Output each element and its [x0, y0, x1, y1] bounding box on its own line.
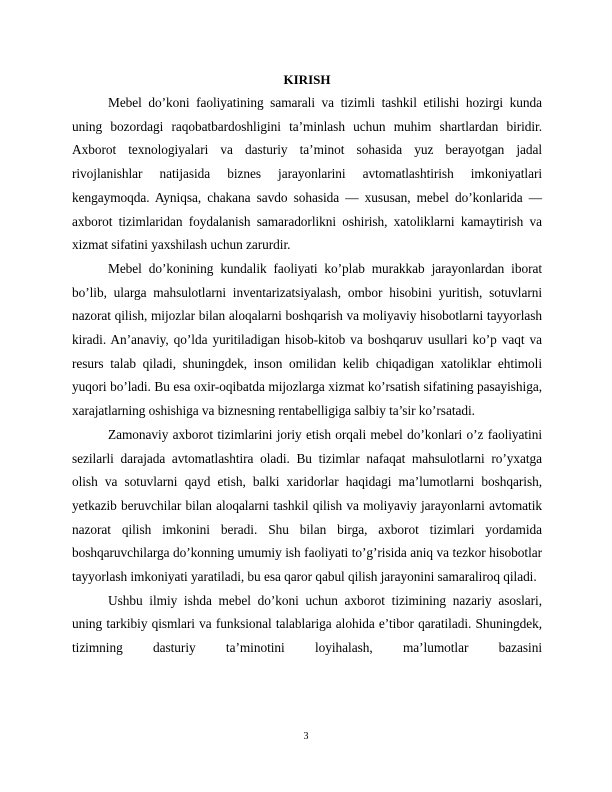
- paragraph-3: Zamonaviy axborot tizimlarini joriy etish orqali mebel do’konlari o’z faoliyatini sezilarli darajada avtomatlashtira oladi. Bu tizimlar nafaqat mahsulotlarni ro’yxatga olish va sotuvlarni qayd etish, balki xaridorlar haqidagi ma’lumotlarni boshqarish, yetkazib beruvchilar bilan aloqalarni tashkil qilish va moliyaviy jarayonlarni avtomatik nazorat qilish imkonini beradi. Shu bilan birga, axborot tizimlari yordamida boshqaruvchilarga do’konning umumiy ish faoliyati to’g’risida aniq va tezkor hisobotlar tayyorlash imkoniyati yaratiladi, bu esa qaror qabul qilish jarayonini samaraliroq qiladi.: [72, 426, 542, 585]
- paragraph-2: Mebel do’konining kundalik faoliyati ko’plab murakkab jarayonlardan iborat bo’lib, ularga mahsulotlarni inventarizatsiyalash, ombor hisobini yuritish, sotuvlarni nazorat qilish, mijozlar bilan aloqalarni boshqarish va moliyaviy hisobotlarni tayyorlash kiradi. An’anaviy, qo’lda yuritiladigan hisob-kitob va boshqaruv usullari ko’p vaqt va resurs talab qiladi, shuningdek, inson omilidan kelib chiqadigan xatoliklar ehtimoli yuqori bo’ladi. Bu esa oxir-oqibatda mijozlarga xizmat ko’rsatish sifatining pasayishiga, xarajatlarning oshishiga va biznesning rentabelligiga salbiy ta’sir ko’rsatadi.: [72, 260, 542, 419]
- page-number: 3: [303, 731, 309, 742]
- document-page: [72, 72, 542, 660]
- section-heading: KIRISH: [283, 72, 331, 87]
- paragraph-4: Ushbu ilmiy ishda mebel do’koni uchun axborot tizimining nazariy asoslari, uning tarkibiy qismlari va funksional talablariga alohida e’tibor qaratiladi. Shuningdek, tizimning dasturiy ta’minotini loyihalash, ma’lumotlar bazasini: [72, 592, 542, 656]
- paragraph-1: Mebel do’koni faoliyatining samarali va tizimli tashkil etilishi hozirgi kunda uning bozordagi raqobatbardoshligini ta’minlash uchun muhim shartlardan biridir. Axborot texnologiyalari va dasturiy ta’minot sohasida yuz berayotgan jadal rivojlanishlar natijasida biznes jarayonlarini avtomatlashtirish imkoniyatlari kengaymoqda. Ayniqsa, chakana savdo sohasida — xususan, mebel do’konlarida — axborot tizimlaridan foydalanish samaradorlikni oshirish, xatoliklarni kamaytirish va xizmat sifatini yaxshilash uchun zarurdir.: [72, 95, 542, 253]
